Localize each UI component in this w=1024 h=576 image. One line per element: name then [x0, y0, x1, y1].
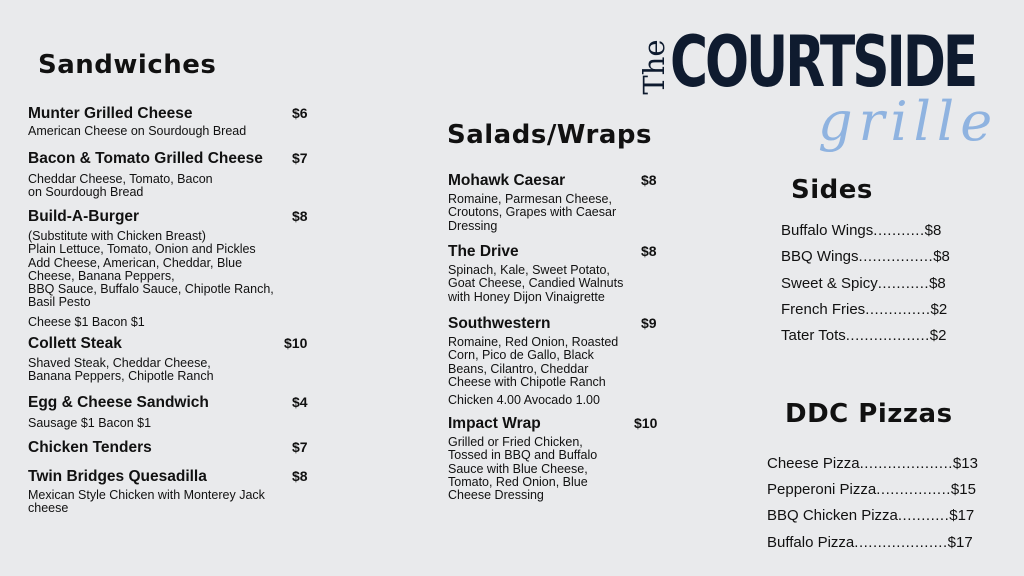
pizza-name: Cheese Pizza — [767, 455, 860, 472]
item-description: Sausage $1 Bacon $1 — [28, 416, 152, 430]
pizza-price: $17 — [947, 534, 973, 551]
side-name: Buffalo Wings — [781, 222, 874, 239]
dot-leader: .................... — [859, 455, 953, 472]
item-description: Grilled or Fried Chicken, Tossed in BBQ and Buffalo Sauce with Blue Cheese, Tomato, Red Onion, Blue Cheese Dressing — [448, 435, 598, 503]
item-description: Shaved Steak, Cheddar Cheese, Banana Peppers, Chipotle Ranch — [28, 356, 214, 384]
item-price: $6 — [292, 105, 308, 121]
dot-leader: .............. — [865, 301, 931, 318]
sides-title: Sides — [791, 175, 873, 205]
pizza-item — [767, 534, 973, 552]
item-description: Romaine, Red Onion, Roasted Corn, Pico de Gallo, Black Beans, Cilantro, Cheddar Cheese with Chipotle Ranch — [448, 335, 619, 389]
side-price: $8 — [929, 275, 946, 292]
item-price: $8 — [641, 243, 657, 259]
logo-the — [636, 28, 670, 100]
side-price: $8 — [924, 222, 942, 239]
dot-leader: .................... — [854, 534, 948, 551]
side-item — [781, 275, 946, 293]
dot-leader: ........... — [877, 275, 930, 292]
item-name: Egg & Cheese Sandwich — [28, 394, 209, 411]
dot-leader: ........... — [897, 507, 950, 524]
logo-main-text: COURTSIDE — [670, 21, 976, 103]
item-name: Mohawk Caesar — [448, 172, 566, 189]
item-addons: Chicken 4.00 Avocado 1.00 — [448, 393, 600, 408]
item-name: Southwestern — [448, 315, 551, 332]
pizza-name: Pepperoni Pizza — [767, 481, 877, 498]
menu-item — [28, 467, 310, 516]
dot-leader: ........... — [873, 222, 925, 239]
item-price: $8 — [292, 208, 308, 224]
side-item — [781, 248, 950, 266]
item-name: Collett Steak — [28, 335, 122, 352]
item-name: Twin Bridges Quesadilla — [28, 468, 207, 485]
item-name: Impact Wrap — [448, 415, 541, 432]
pizza-item — [767, 455, 978, 473]
dot-leader: ................ — [858, 248, 934, 265]
menu-item — [28, 149, 310, 200]
pizza-item — [767, 507, 974, 525]
side-price: $2 — [929, 327, 947, 344]
side-item — [781, 301, 947, 319]
logo-the-text: The — [637, 39, 671, 95]
pizza-name: Buffalo Pizza — [767, 534, 855, 551]
restaurant-logo — [636, 21, 1006, 158]
pizza-name: BBQ Chicken Pizza — [767, 507, 898, 524]
side-price: $8 — [933, 248, 950, 265]
pizzas-title: DDC Pizzas — [785, 399, 953, 429]
menu-item — [448, 171, 660, 233]
item-price: $8 — [292, 468, 308, 484]
item-name: The Drive — [448, 243, 519, 260]
item-description: Spinach, Kale, Sweet Potato, Goat Cheese, Candied Walnuts with Honey Dijon Vinaigrette — [448, 263, 624, 304]
side-name: Tater Tots — [781, 327, 846, 344]
side-name: BBQ Wings — [781, 248, 859, 265]
salads-title: Salads/Wraps — [447, 120, 652, 150]
item-description: American Cheese on Sourdough Bread — [28, 124, 247, 138]
item-price: $8 — [641, 172, 657, 188]
menu-item — [28, 207, 310, 329]
side-price: $2 — [930, 301, 948, 318]
item-price: $7 — [292, 150, 308, 166]
menu-item — [28, 334, 310, 384]
menu-item — [448, 242, 660, 304]
menu-item — [28, 104, 310, 138]
item-price: $10 — [284, 335, 308, 351]
item-price: $4 — [292, 394, 308, 410]
side-name: French Fries — [781, 301, 866, 318]
item-price: $7 — [292, 439, 308, 455]
logo-sub-text: grille — [818, 90, 999, 153]
pizza-price: $13 — [952, 455, 978, 472]
pizza-price: $17 — [949, 507, 975, 524]
item-description: Mexican Style Chicken with Monterey Jack cheese — [28, 488, 265, 516]
menu-item — [448, 314, 660, 407]
item-name: Build-A-Burger — [28, 208, 140, 225]
item-price: $10 — [634, 415, 658, 431]
menu-item — [448, 414, 660, 502]
menu-item — [28, 438, 310, 457]
sandwiches-title: Sandwiches — [38, 50, 217, 80]
dot-leader: .................. — [845, 327, 930, 344]
item-description: Romaine, Parmesan Cheese, Croutons, Grapes with Caesar Dressing — [448, 192, 617, 233]
item-description: Cheddar Cheese, Tomato, Bacon on Sourdough Bread — [28, 172, 213, 200]
side-item — [781, 222, 941, 240]
item-price: $9 — [641, 315, 657, 331]
item-name: Bacon & Tomato Grilled Cheese — [28, 150, 263, 167]
side-name: Sweet & Spicy — [781, 275, 878, 292]
item-name: Munter Grilled Cheese — [28, 105, 193, 122]
dot-leader: ................ — [876, 481, 951, 498]
menu-item — [28, 393, 310, 430]
item-addons: Cheese $1 Bacon $1 — [28, 314, 145, 329]
item-description: (Substitute with Chicken Breast) Plain Lettuce, Tomato, Onion and Pickles Add Cheese, American, Cheddar, Blue Cheese, Banana Peppers, BBQ Sauce, Buffalo Sauce, Chipotle Ranch, Basil Pesto — [28, 229, 274, 310]
side-item — [781, 327, 946, 345]
pizza-item — [767, 481, 976, 499]
item-name: Chicken Tenders — [28, 439, 152, 456]
pizza-price: $15 — [950, 481, 976, 498]
